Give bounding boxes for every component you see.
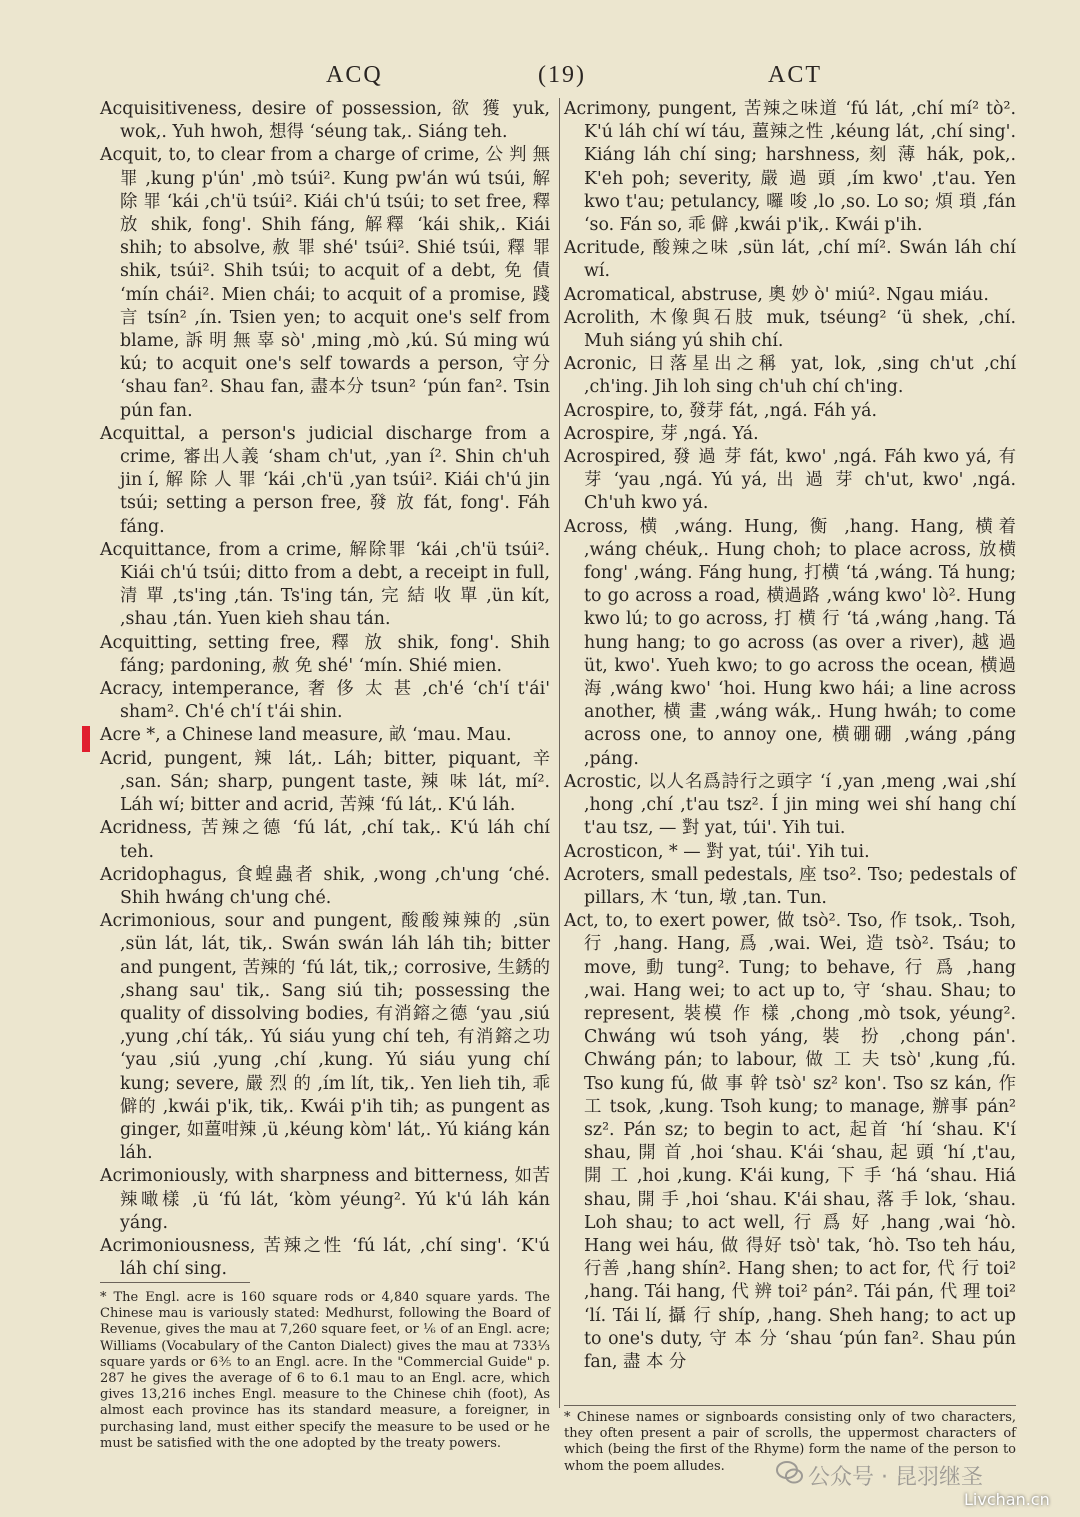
- entry-acrospire-noun: Acrospire, 芽 ,ngá. Yá.: [564, 423, 759, 444]
- entry-acrosticon: Acrosticon, * — 對 yat, túi'. Yih tui.: [564, 841, 870, 862]
- highlight-marker: [82, 726, 90, 752]
- entry-acrostic: Acrostic, 以人名爲詩行之頭字 ʻí ,yan ,meng ,wai ,shí ,hong ,chí ,t'au tsz². Í jin ming wei shí hang chí t'au tsz, — 對 yat, túi'. Yih tui.: [564, 771, 1016, 839]
- entry-across: Across, 横 ,wáng. Hung, 衡 ,hang. Hang, 横着 ,wáng chéuk,. Hung choh; to place across, 放横 fong' ,wáng. Fáng hung, 打横 ʻtá ,wáng. Tá hung; to go across a road, 横過路 ,wáng kwo' lò². Hung kwo lú; to go across, 打 横 行 ʻtá ,wáng ,hang. Tá hung hang; to go across (as over a river), 越 過 üt, kwo'. Yueh kwo; to go across the ocean, 横過海 ,wáng kwo' ʻhoi. Hung kwo hái; a line across another, 横 畫 ,wáng wák,. Hung hwáh; to come across one, to annoy one, 横硼硼 ,wáng ,páng ,páng.: [564, 516, 1016, 769]
- running-header: [0, 62, 1080, 92]
- entry-acquit: Acquit, to, to clear from a charge of crime, 公 判 無罪 ,kung p'ún' ,mò tsúi². Kung pw'án wú tsúi, 解 除 罪 ʻkái ,ch'ü tsúi². Kiái ch'ú tsúi; to set free, 釋放 shik, fong'. Shih fáng, 解釋 ʻkái shik,. Kiái shih; to absolve, 赦 罪 shé' tsúi². Shié tsúi, 釋 罪 shik, tsúi². Shih tsúi; to acquit of a debt, 免 債 ʻmín chái². Mien chái; to acquit of a promise, 踐 言 tsín² ,ín. Tsien yen; to acquit one's self from blame, 訴 明 無 辜 sò' ,ming ,mò ,kú. Sú ming wú kú; to acquit one's self towards a person, 守分 ʻshau fan². Shau fan, 盡本分 tsun² ʻpún fan². Tsin pún fan.: [100, 145, 550, 421]
- column-divider: [559, 98, 560, 1408]
- site-watermark: Livchan.cn: [964, 1490, 1050, 1509]
- entry-acquisitiveness: Acquisitiveness, desire of possession, 欲 獲 yuk, wok,. Yuh hwoh, 想得 ʻséung tak,. Siáng teh.: [100, 99, 550, 143]
- footnote-rule-left: [100, 1282, 250, 1283]
- entry-acre: Acre *, a Chinese land measure, 畝 ʻmau. Mau.: [100, 725, 512, 746]
- wechat-icon: [775, 1458, 805, 1488]
- entry-acritude: Acritude, 酸辣之味 ,sün lát, ,chí mí². Swán láh chí wí.: [564, 238, 1016, 282]
- entry-acrimonious: Acrimonious, sour and pungent, 酸酸辣辣的 ,sün ,sün lát, lát, tik,. Swán swán láh láh tih; bitter and pungent, 苦辣的 ʻfú lát, tik,; corrosive, 生銹的 ,shang sau' tik,. Sang siú tih; possessing the quality of dissolving bodies, 有消鎔之德 ʻyau ,siú ,yung ,chí ták,. Yú siáu yung chí teh, 有消鎔之功 ʻyau ,siú ,yung ,chí ,kung. Yú siáu yung chí kung; severe, 嚴 烈 的 ,ím lít, tik,. Yen lieh tih, 乖僻的 ,kwái p'ik, tik,. Kwái p'ih tih; as pungent as ginger, 如薑咁辣 ,ü ,kéung kòm' lát,. Yú kiáng kán láh.: [100, 911, 550, 1164]
- left-column: [100, 98, 550, 1281]
- right-column: [564, 98, 1016, 1374]
- entry-acrimony: Acrimony, pungent, 苦辣之味道 ʻfú lát, ,chí mí² tò². K'ú láh chí wí táu, 薑辣之性 ,kéung lát, ,chí sing'. Kiáng láh chí sing; harshness, 刻 薄 hák, pok,. K'eh poh; severity, 嚴 過 頭 ,ím kwo' ,t'au. Yen kwo t'au; petulancy, 囉 唆 ,lo ,so. Lo so; 煩 瑣 ,fán ʻso. Fán so, 乖 僻 ,kwái p'ik,. Kwái p'ih.: [564, 99, 1016, 236]
- entry-acquitting: Acquitting, setting free, 釋 放 shik, fong'. Shih fáng; pardoning, 赦 免 shé' ʻmín. Shié mien.: [100, 632, 550, 676]
- entry-acrid: Acrid, pungent, 辣 lát,. Láh; bitter, piquant, 辛 ,san. Sán; sharp, pungent taste, 辣 味 lát, mí². Láh wí; bitter and acrid, 苦辣 ʻfú lát,. K'ú láh.: [100, 748, 550, 816]
- footnote-rule-right: [564, 1405, 1016, 1406]
- entry-act: Act, to, to exert power, 做 tsò². Tso, 作 tsok,. Tsoh, 行 ,hang. Hang, 爲 ,wai. Wei, 造 tsò². Tsáu; to move, 動 tung². Tung; to behave, 行 爲 ,hang ,wai. Hang wei; to act up to, 守 ʻshau. Shau; to represent, 裝模 作 樣 ,chong ,mò tsok, yéung². Chwáng wú tsoh yáng, 裝 扮 ,chong pán'. Chwáng pán; to labour, 做 工 夫 tsò' ,kung ,fú. Tso kung fú, 做 事 幹 tsò' sz² kon'. Tso sz kán, 作工 tsok, ,kung. Tsoh kung; to manage, 辦事 pán² sz². Pán sz; to begin to act, 起首 ʻhí ʻshau. K'í shau, 開 首 ,hoi ʻshau. K'ái ʻshau, 起 頭 ʻhí ,t'au, 開 工 ,hoi ,kung. K'ái kung, 下 手 ʻhá ʻshau. Hiá shau, 開 手 ,hoi ʻshau. K'ái shau, 落 手 lok, ʻshau. Loh shau; to act well, 行 爲 好 ,hang ,wai ʻhò. Hang wei háu, 做 得好 tsò' tak, ʻhò. Tso teh háu, 行善 ,hang shín². Hang shen; to act for, 代 行 toi² ,hang. Tái hang, 代 辨 toi² pán². Tái pán, 代 理 toi² ʻlí. Tái lí, 攝 行 shíp, ,hang. Sheh hang; to act up to one's duty, 守 本 分 ʻshau ʻpún fan². Shau pún fan, 盡 本 分: [564, 911, 1016, 1372]
- right-guide-word: ACT: [768, 62, 822, 88]
- entry-acrimoniously: Acrimoniously, with sharpness and bitterness, 如苦辣噉樣 ,ü ʻfú lát, ʻkòm yéung². Yú k'ú láh kán yáng.: [100, 1166, 550, 1233]
- entry-acrospire-verb: Acrospire, to, 發芽 fát, ,ngá. Fáh yá.: [564, 400, 878, 421]
- entry-acrimoniousness: Acrimoniousness, 苦辣之性 ʻfú lát, ,chí sing'. ʻK'ú láh chí sing.: [100, 1235, 550, 1280]
- entry-acridness: Acridness, 苦辣之德 ʻfú lát, ,chí tak,. K'ú láh chí teh.: [100, 818, 550, 862]
- entry-acquittance: Acquittance, from a crime, 解除罪 ʻkái ,ch'ü tsúi². Kiái ch'ú tsúi; ditto from a debt, a receipt in full, 清 單 ,ts'ing ,tán. Ts'ing tán, 完 結 收 單 ,ün kít, ,shau ,tán. Yuen kieh shau tán.: [100, 539, 550, 630]
- entry-acronic: Acronic, 日落星出之稱 yat, lok, ,sing ch'ut ,chí ,ch'ing. Jih loh sing ch'uh chí ch'ing.: [564, 354, 1016, 398]
- entry-acquittal: Acquittal, a person's judicial discharge from a crime, 審出人義 ʻsham ch'ut, ,yan í². Shin ch'uh jin í, 解 除 人 罪 ʻkái ,ch'ü ,yan tsúi². Kiái ch'ú jin tsúi; setting a person free, 發 放 fát, fong'. Fáh fáng.: [100, 423, 550, 537]
- entry-acridophagus: Acridophagus, 食蝗蟲者 shik, ,wong ,ch'ung ʻché. Shih hwáng ch'ung ché.: [100, 864, 550, 908]
- page-number: (19): [538, 62, 586, 88]
- entry-acroters: Acroters, small pedestals, 座 tso². Tso; pedestals of pillars, 木 ʻtun, 墩 ,tan. Tun.: [564, 864, 1016, 908]
- entry-acracy: Acracy, intemperance, 奢 侈 太 甚 ,ch'é ʻch'í t'ái' sham². Ch'é ch'í t'ái shin.: [100, 679, 550, 723]
- footnote-acrosticon: * Chinese names or signboards consisting only of two characters, they often present a pair of scrolls, the uppermost characters of which (being the first of the Rhyme) form the name of the person to whom the poem alludes.: [564, 1410, 1016, 1474]
- watermark-text: 公众号 · 昆羽继圣: [808, 1465, 983, 1490]
- entry-acrospired: Acrospired, 發 過 芽 fát, kwo' ,ngá. Fáh kwo yá, 有 芽 ʻyau ,ngá. Yú yá, 出 過 芽 ch'ut, kwo' ,ngá. Ch'uh kwo yá.: [564, 447, 1016, 514]
- footnote-acre: * The Engl. acre is 160 square rods or 4,840 square yards. The Chinese mau is variously stated: Medhurst, following the Board of Revenue, gives the mau at 7,260 square feet, or ⅙ of an Engl. acre; Williams (Vocabulary of the Canton Dialect) gives the mau at 733⅓ square yards or 6⅗ to an Engl. acre. In the "Commercial Guide" p. 287 he gives the average of 6 to 6.1 mau to an Engl. acre, which gives 13,216 inches Engl. measure to the Chinese chih (foot), As almost each province has its standard measure, a foreigner, in purchasing land, must either specify the measure to be used or he must be satisfied with the one adopted by the treaty powers.: [100, 1290, 550, 1451]
- entry-acrolith: Acrolith, 木像與石肢 muk, tséung² ʻü shek, ,chí. Muh siáng yú shih chí.: [564, 307, 1016, 352]
- left-guide-word: ACQ: [326, 62, 383, 88]
- entry-acromatical: Acromatical, abstruse, 奧 妙 ò' miú². Ngau miáu.: [564, 284, 989, 305]
- footnote-left: [100, 1290, 550, 1452]
